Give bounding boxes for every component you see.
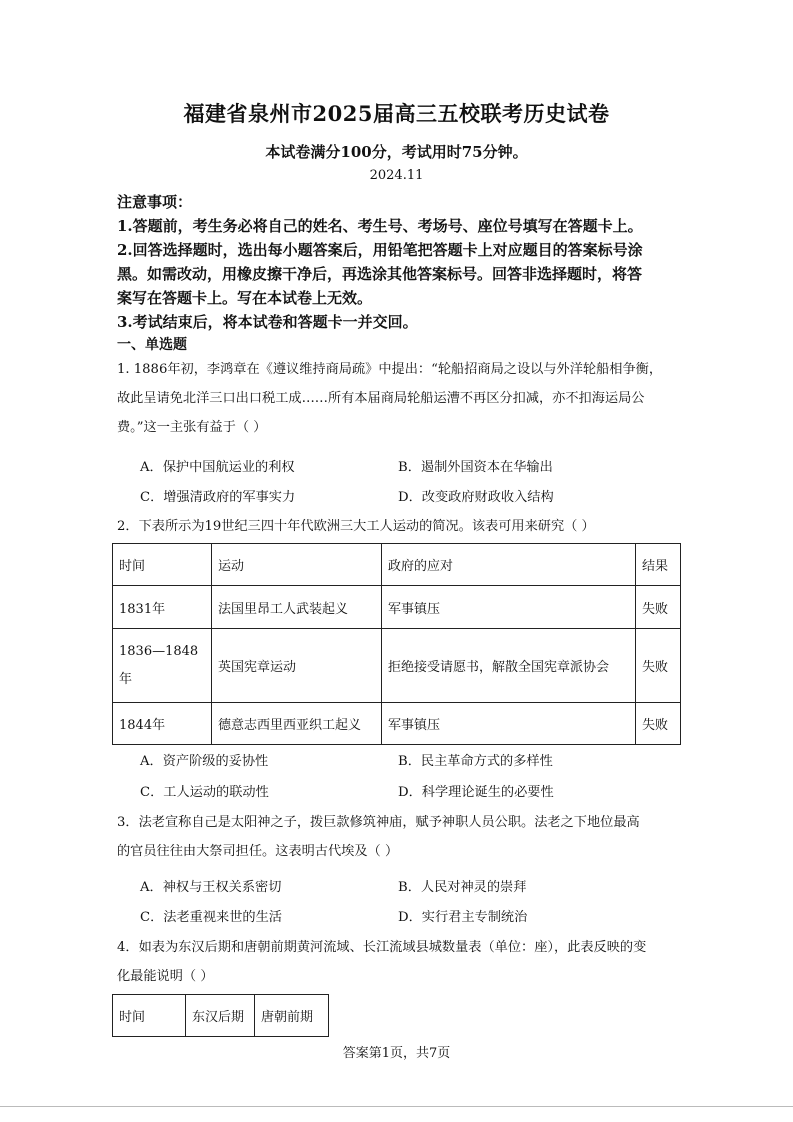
table-cell: 1831年: [113, 586, 212, 629]
notice-section: [117, 190, 687, 334]
table-cell: 军事镇压: [382, 586, 636, 629]
table-cell: 失败: [636, 703, 681, 745]
question-line: 1. 1886年初，李鸿章在《遵议维持商局疏》中提出：“轮船招商局之设以与外洋轮船相争衡，: [117, 362, 663, 377]
table-row: [113, 586, 681, 629]
question-2-stem: 2．下表所示为19世纪三四十年代欧洲三大工人运动的简况。该表可用来研究（ ）: [117, 519, 595, 534]
q2-option-a: A．资产阶级的妥协性: [140, 754, 269, 769]
notice-line: 2.回答选择题时，选出每小题答案后，用铅笔把答题卡上对应题目的答案标号涂: [117, 241, 643, 259]
table-cell: 1844年: [113, 703, 212, 745]
q1-option-a: A．保护中国航运业的利权: [140, 460, 295, 475]
question-line: 故此呈请免北洋三口出口税工成……所有本届商局轮船运漕不再区分扣减，亦不扣海运局公: [117, 391, 645, 406]
page-title: 福建省泉州市2025届高三五校联考历史试卷: [183, 101, 610, 126]
question-1-stem: [117, 355, 683, 442]
question-line: 的官员往往由大祭司担任。这表明古代埃及（ ）: [117, 844, 399, 859]
table-cell: 1836—1848年: [113, 629, 212, 703]
notice-line: 1.答题前，考生务必将自己的姓名、考生号、考场号、座位号填写在答题卡上。: [117, 217, 643, 235]
table-row: [113, 629, 681, 703]
notice-line: 黑。如需改动，用橡皮擦干净后，再选涂其他答案标号。回答非选择题时，将答: [117, 265, 643, 283]
exam-date: 2024.11: [369, 168, 424, 183]
table-header-row: [113, 544, 681, 586]
table-header-cell: 东汉后期: [186, 995, 255, 1037]
table-header-cell: 政府的应对: [382, 544, 636, 586]
q2-table: [112, 543, 681, 745]
table-header-cell: 时间: [113, 995, 186, 1037]
question-4-stem: [117, 933, 683, 991]
table-header-cell: 唐朝前期: [255, 995, 329, 1037]
section-heading: 一、单选题: [117, 337, 187, 353]
table-header-cell: 时间: [113, 544, 212, 586]
q3-option-c: C．法老重视来世的生活: [140, 910, 282, 925]
question-line: 4．如表为东汉后期和唐朝前期黄河流域、长江流域县城数量表（单位：座），此表反映的变: [117, 940, 647, 955]
table-header-cell: 结果: [636, 544, 681, 586]
q1-option-d: D．改变政府财政收入结构: [398, 490, 554, 505]
notice-line: 3.考试结束后，将本试卷和答题卡一并交回。: [117, 313, 418, 331]
q2-option-c: C．工人运动的联动性: [140, 785, 269, 800]
question-line: 3．法老宣称自己是太阳神之子，拨巨款修筑神庙，赋予神职人员公职。法老之下地位最高: [117, 815, 640, 830]
table-header-row: [113, 995, 329, 1037]
table-cell: 法国里昂工人武装起义: [212, 586, 382, 629]
q2-option-d: D．科学理论诞生的必要性: [398, 785, 554, 800]
q3-option-b: B．人民对神灵的崇拜: [398, 880, 527, 895]
notice-line: 案写在答题卡上。写在本试卷上无效。: [117, 289, 373, 307]
table-header-cell: 运动: [212, 544, 382, 586]
q1-option-b: B．遏制外国资本在华输出: [398, 460, 553, 475]
table-cell: 德意志西里西亚织工起义: [212, 703, 382, 745]
question-line: 费。”这一主张有益于（ ）: [117, 420, 267, 435]
table-cell: 失败: [636, 629, 681, 703]
notice-heading: 注意事项：: [117, 193, 193, 211]
q2-option-b: B．民主革命方式的多样性: [398, 754, 553, 769]
table-cell: 失败: [636, 586, 681, 629]
table-cell: 拒绝接受请愿书，解散全国宪章派协会: [382, 629, 636, 703]
q1-option-c: C．增强清政府的军事实力: [140, 490, 296, 505]
table-cell: 军事镇压: [382, 703, 636, 745]
table-row: [113, 703, 681, 745]
question-3-stem: [117, 808, 683, 866]
exam-subtitle: 本试卷满分100分，考试用时75分钟。: [265, 143, 528, 161]
q3-option-d: D．实行君主专制统治: [398, 910, 528, 925]
q4-table: [112, 994, 329, 1037]
question-line: 化最能说明（ ）: [117, 969, 214, 984]
table-cell: 英国宪章运动: [212, 629, 382, 703]
divider: [0, 1106, 793, 1107]
q3-option-a: A．神权与王权关系密切: [140, 880, 282, 895]
page-footer: 答案第1页，共7页: [342, 1046, 451, 1061]
